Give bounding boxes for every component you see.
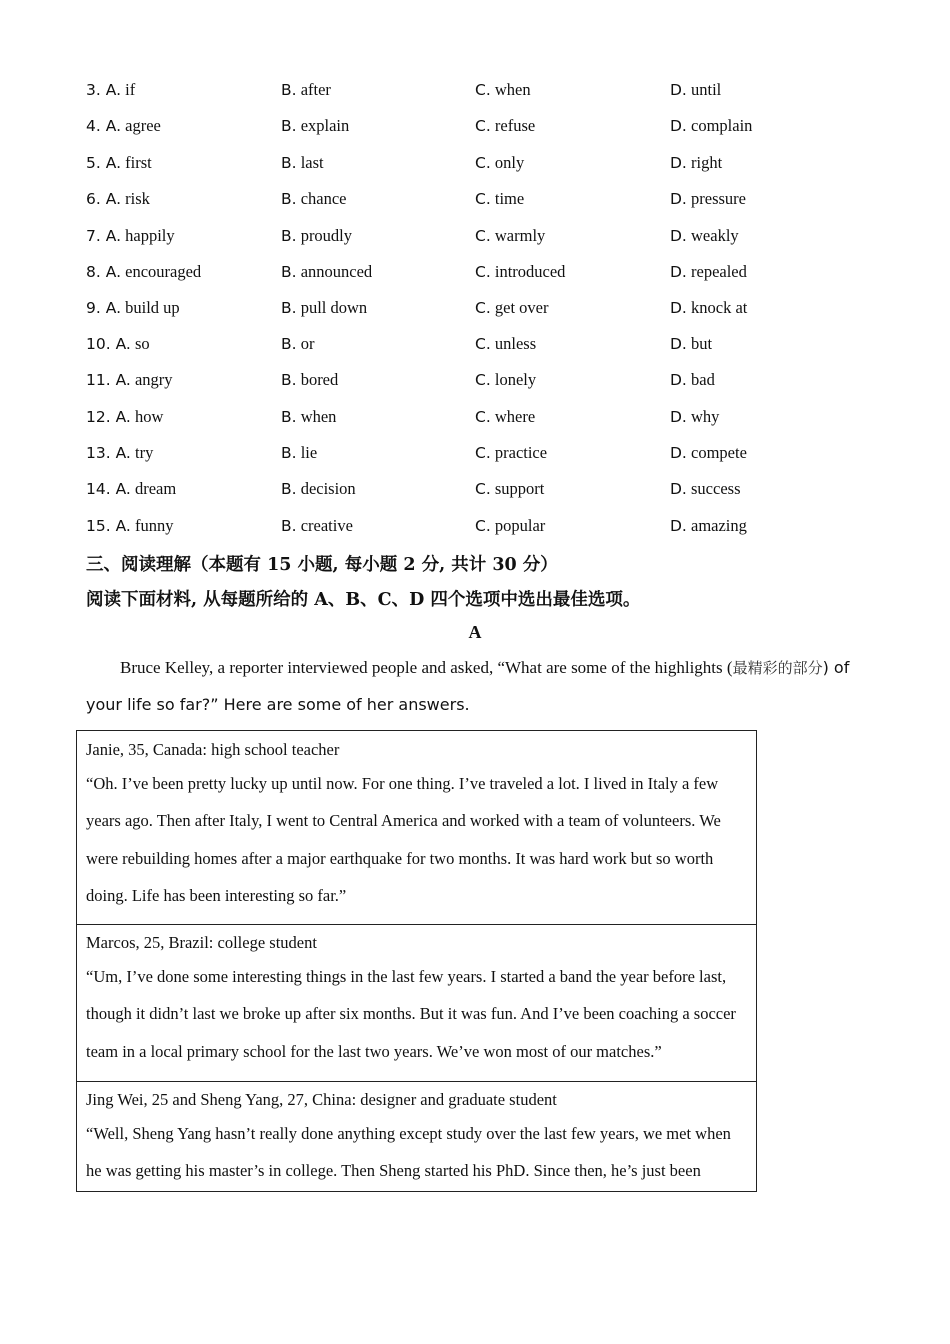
answer-box [77, 1082, 756, 1191]
option-b [281, 80, 331, 100]
option-letter: C. [475, 263, 491, 281]
option-letter: A. [115, 517, 131, 535]
passage-intro-line-2: your life so far?” Here are some of her answers. [86, 695, 470, 714]
option-row [86, 370, 866, 394]
answer-box [77, 925, 756, 1082]
option-text: if [125, 80, 136, 99]
option-letter: A. [105, 117, 121, 135]
option-letter: A. [115, 444, 131, 462]
option-letter: B. [281, 81, 297, 99]
option-c [475, 189, 524, 209]
option-text: support [494, 479, 545, 498]
answer-line: “Well, Sheng Yang hasn’t really done anything except study over the last few years, we met when [86, 1124, 731, 1143]
question-number: 9. [86, 299, 101, 317]
option-d [670, 479, 740, 499]
intro-text: Bruce Kelley, a reporter interviewed people and asked, “What are some of the highlights ( [120, 658, 733, 677]
option-text: compete [691, 443, 747, 462]
option-letter: A. [115, 408, 131, 426]
option-text: try [134, 443, 154, 462]
question-number: 7. [86, 227, 101, 245]
option-letter: D. [670, 263, 687, 281]
option-text: lie [300, 443, 318, 462]
answer-line: were rebuilding homes after a major earthquake for two months. It was hard work but so worth [86, 849, 714, 868]
option-letter: A. [105, 227, 121, 245]
option-text: weakly [691, 226, 739, 245]
option-c [475, 80, 531, 100]
option-letter: B. [281, 408, 297, 426]
option-letter: A. [115, 371, 131, 389]
passage-intro-line-1 [120, 657, 849, 678]
option-b [281, 298, 367, 318]
option-letter: C. [475, 81, 491, 99]
option-letter: C. [475, 154, 491, 172]
option-d [670, 443, 747, 463]
question-number: 12. [86, 408, 111, 426]
option-row [86, 479, 866, 503]
option-d [670, 516, 747, 536]
option-text: refuse [494, 116, 536, 135]
answer-line: “Oh. I’ve been pretty lucky up until now. For one thing. I’ve traveled a lot. I lived in Italy a few [86, 774, 719, 793]
option-d [670, 407, 719, 427]
option-row [86, 334, 866, 358]
option-letter: B. [281, 263, 297, 281]
option-text: repealed [691, 262, 747, 281]
question-number: 4. [86, 117, 101, 135]
option-text: decision [300, 479, 356, 498]
option-b [281, 262, 372, 282]
option-text: why [691, 407, 720, 426]
option-text: so [134, 334, 150, 353]
option-text: popular [494, 516, 546, 535]
option-text: risk [125, 189, 150, 208]
option-b [281, 334, 314, 354]
option-letter: A. [115, 480, 131, 498]
answer-line: years ago. Then after Italy, I went to Central America and worked with a team of volunteers. We [86, 811, 721, 830]
section-instruction: 阅读下面材料, 从每题所给的 A、B、C、D 四个选项中选出最佳选项。 [86, 590, 641, 610]
option-text: introduced [494, 262, 566, 281]
answer-line: though it didn’t last we broke up after six months. But it was fun. And I’ve been coaching a soccer [86, 1004, 736, 1023]
option-c [475, 226, 545, 246]
speaker-info: Marcos, 25, Brazil: college student [86, 933, 317, 952]
option-row [86, 189, 866, 213]
option-letter: B. [281, 480, 297, 498]
option-text: bored [300, 370, 339, 389]
intro-chinese-gloss: 最精彩的部分 [732, 659, 823, 677]
option-letter: D. [670, 517, 687, 535]
option-letter: C. [475, 227, 491, 245]
option-letter: A. [115, 335, 131, 353]
option-letter: C. [475, 117, 491, 135]
option-d [670, 298, 747, 318]
option-letter: B. [281, 299, 297, 317]
option-text: complain [691, 116, 753, 135]
option-text: first [125, 153, 152, 172]
option-row [86, 226, 866, 250]
option-text: chance [300, 189, 347, 208]
option-c [475, 516, 545, 536]
option-text: success [691, 479, 741, 498]
option-letter: D. [670, 371, 687, 389]
option-text: lonely [494, 370, 537, 389]
question-number: 3. [86, 81, 101, 99]
option-text: warmly [494, 226, 546, 245]
question-number: 5. [86, 154, 101, 172]
option-a [86, 334, 150, 354]
option-letter: C. [475, 480, 491, 498]
option-row [86, 443, 866, 467]
option-d [670, 334, 712, 354]
option-letter: A. [105, 299, 121, 317]
option-a [86, 262, 201, 282]
option-text: amazing [691, 516, 747, 535]
option-d [670, 116, 752, 136]
option-text: build up [125, 298, 180, 317]
option-letter: D. [670, 190, 687, 208]
option-b [281, 407, 336, 427]
option-text: encouraged [125, 262, 202, 281]
option-letter: D. [670, 117, 687, 135]
question-number: 11. [86, 371, 111, 389]
option-text: where [494, 407, 536, 426]
option-text: happily [125, 226, 175, 245]
option-letter: B. [281, 190, 297, 208]
option-letter: B. [281, 117, 297, 135]
option-d [670, 80, 721, 100]
question-number: 6. [86, 190, 101, 208]
option-letter: D. [670, 480, 687, 498]
option-text: get over [494, 298, 549, 317]
option-c [475, 153, 524, 173]
option-row [86, 80, 866, 104]
option-b [281, 189, 346, 209]
speaker-info: Janie, 35, Canada: high school teacher [86, 740, 340, 759]
option-b [281, 226, 352, 246]
question-number: 15. [86, 517, 111, 535]
option-text: funny [134, 516, 174, 535]
option-letter: D. [670, 227, 687, 245]
option-row [86, 262, 866, 286]
option-c [475, 116, 535, 136]
option-text: last [300, 153, 324, 172]
speaker-info: Jing Wei, 25 and Sheng Yang, 27, China: designer and graduate student [86, 1090, 557, 1109]
option-text: knock at [691, 298, 748, 317]
option-d [670, 189, 746, 209]
answer-line: team in a local primary school for the last two years. We’ve won most of our matches.” [86, 1042, 662, 1061]
option-text: but [691, 334, 713, 353]
option-letter: C. [475, 299, 491, 317]
option-text: bad [691, 370, 715, 389]
option-c [475, 443, 547, 463]
option-d [670, 153, 722, 173]
option-text: or [300, 334, 315, 353]
option-row [86, 298, 866, 322]
option-text: when [494, 80, 531, 99]
option-c [475, 262, 565, 282]
option-text: proudly [300, 226, 353, 245]
option-a [86, 407, 163, 427]
option-d [670, 370, 715, 390]
option-a [86, 80, 135, 100]
option-text: how [134, 407, 164, 426]
option-b [281, 516, 353, 536]
option-letter: C. [475, 517, 491, 535]
option-b [281, 443, 317, 463]
answer-line: “Um, I’ve done some interesting things in the last few years. I started a band the year before last, [86, 967, 727, 986]
option-a [86, 116, 161, 136]
option-letter: C. [475, 408, 491, 426]
option-row [86, 153, 866, 177]
option-text: when [300, 407, 337, 426]
option-c [475, 298, 548, 318]
option-letter: D. [670, 154, 687, 172]
option-c [475, 407, 535, 427]
option-letter: A. [105, 154, 121, 172]
option-letter: D. [670, 408, 687, 426]
option-letter: B. [281, 227, 297, 245]
option-row [86, 516, 866, 540]
option-c [475, 334, 536, 354]
section-heading: 三、阅读理解（本题有 15 小题, 每小题 2 分, 共计 30 分） [86, 555, 558, 575]
option-a [86, 298, 180, 318]
option-letter: D. [670, 444, 687, 462]
option-text: unless [494, 334, 537, 353]
option-text: dream [134, 479, 177, 498]
option-c [475, 370, 536, 390]
option-text: only [494, 153, 525, 172]
question-number: 8. [86, 263, 101, 281]
option-b [281, 153, 324, 173]
option-text: pressure [691, 189, 746, 208]
answers-table [76, 730, 757, 1192]
option-a [86, 226, 175, 246]
option-letter: B. [281, 444, 297, 462]
answer-line: he was getting his master’s in college. Then Sheng started his PhD. Since then, he’s just been [86, 1161, 701, 1180]
option-text: announced [300, 262, 373, 281]
option-letter: D. [670, 299, 687, 317]
option-text: practice [494, 443, 548, 462]
answer-box [77, 731, 756, 925]
option-letter: C. [475, 444, 491, 462]
intro-text: ) of [822, 658, 850, 677]
option-b [281, 370, 338, 390]
answer-line: doing. Life has been interesting so far.” [86, 886, 347, 905]
option-text: creative [300, 516, 353, 535]
option-letter: D. [670, 81, 687, 99]
option-letter: B. [281, 517, 297, 535]
option-text: explain [300, 116, 350, 135]
option-b [281, 116, 349, 136]
option-text: after [300, 80, 331, 99]
option-d [670, 262, 747, 282]
option-letter: C. [475, 335, 491, 353]
option-letter: A. [105, 190, 121, 208]
option-letter: D. [670, 335, 687, 353]
option-text: until [691, 80, 722, 99]
option-text: pull down [300, 298, 368, 317]
option-letter: B. [281, 335, 297, 353]
option-letter: B. [281, 154, 297, 172]
option-letter: A. [105, 263, 121, 281]
option-text: angry [134, 370, 173, 389]
option-letter: B. [281, 371, 297, 389]
option-a [86, 370, 173, 390]
passage-title: A [468, 622, 482, 642]
option-letter: C. [475, 371, 491, 389]
option-c [475, 479, 544, 499]
question-number: 14. [86, 480, 111, 498]
option-d [670, 226, 739, 246]
option-text: agree [125, 116, 161, 135]
option-a [86, 153, 152, 173]
option-letter: A. [105, 81, 121, 99]
option-row [86, 407, 866, 431]
option-a [86, 189, 150, 209]
question-number: 13. [86, 444, 111, 462]
option-row [86, 116, 866, 140]
option-text: right [691, 153, 723, 172]
option-a [86, 443, 153, 463]
option-b [281, 479, 356, 499]
question-number: 10. [86, 335, 111, 353]
option-text: time [494, 189, 525, 208]
option-a [86, 516, 173, 536]
option-a [86, 479, 176, 499]
option-letter: C. [475, 190, 491, 208]
